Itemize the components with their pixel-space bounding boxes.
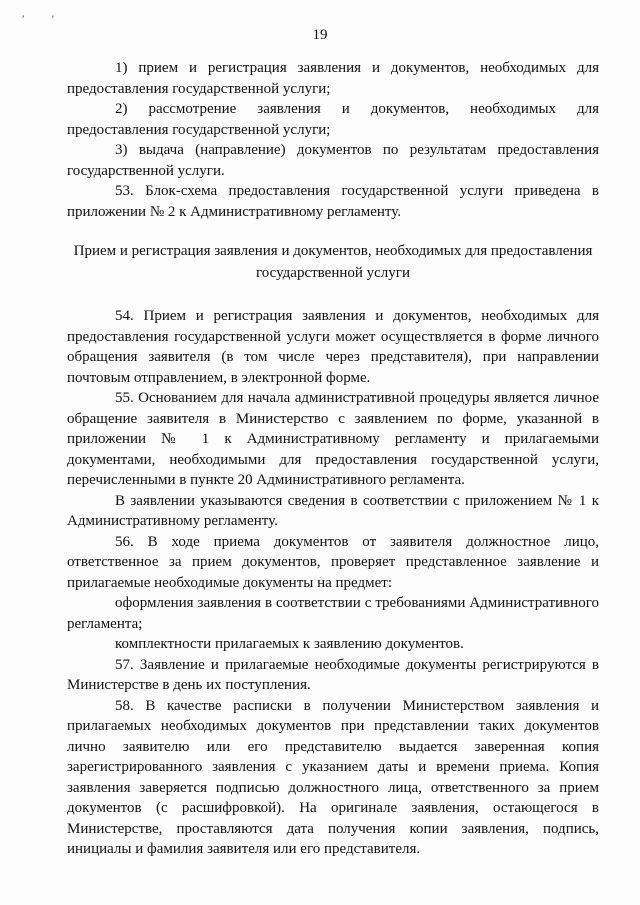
section-heading: Прием и регистрация заявления и документов, необходимых для предоставления государственной услуги	[73, 243, 593, 281]
paragraph-56-item-2: комплектности прилагаемых к заявлению документов.	[115, 636, 464, 652]
scan-corner-marks: ′ ′	[22, 12, 67, 26]
document-body	[67, 58, 599, 860]
page-number: 19	[312, 27, 328, 43]
procedure-list	[67, 58, 599, 181]
paragraph-55-note: В заявлении указываются сведения в соответствии с приложением № 1 к Административному регламенту.	[67, 492, 599, 529]
paragraph-53: 53. Блок-схема предоставления государственной услуги приведена в приложении № 2 к Административному регламенту.	[67, 183, 599, 220]
paragraph-56-item-1: оформления заявления в соответствии с требованиями Административного регламента;	[67, 595, 599, 632]
list-item: 3) выдача (направление) документов по результатам предоставления государственной услуги.	[67, 142, 599, 179]
list-item: 2) рассмотрение заявления и документов, необходимых для предоставления государственной услуги;	[67, 101, 599, 138]
paragraph-57: 57. Заявление и прилагаемые необходимые документы регистрируются в Министерстве в день их поступления.	[67, 656, 599, 693]
paragraph-56: 56. В ходе приема документов от заявителя должностное лицо, ответственное за прием документов, проверяет представленное заявление и прилагаемые необходимые документы на предмет:	[67, 533, 599, 591]
paragraph-58: 58. В качестве расписки в получении Министерством заявления и прилагаемых необходимых документов при представлении таких документов лично заявителю или его представителю выдается заверенная копия зарегистрированного заявления с указанием даты и времени приема. Копия заявления заверяется подписью должностного лица, ответственного за прием документов (с расшифровкой). На оригинале заявления, остающегося в Министерстве, проставляются дата получения копии заявления, подпись, инициалы и фамилия заявителя или его представителя.	[67, 697, 599, 857]
paragraph-55: 55. Основанием для начала административной процедуры является личное обращение заявителя в Министерство с заявлением по форме, указанной в приложении № 1 к Административному регламенту и прилагаемыми документами, необходимыми для предоставления государственной услуги, перечисленными в пункте 20 Административного регламента.	[67, 390, 599, 488]
list-item: 1) прием и регистрация заявления и документов, необходимых для предоставления государственной услуги;	[67, 60, 599, 97]
paragraph-54: 54. Прием и регистрация заявления и документов, необходимых для предоставления государственной услуги может осуществляется в форме личного обращения заявителя (в том числе через представителя), при направлении почтовым отправлением, в электронной форме.	[67, 308, 599, 386]
